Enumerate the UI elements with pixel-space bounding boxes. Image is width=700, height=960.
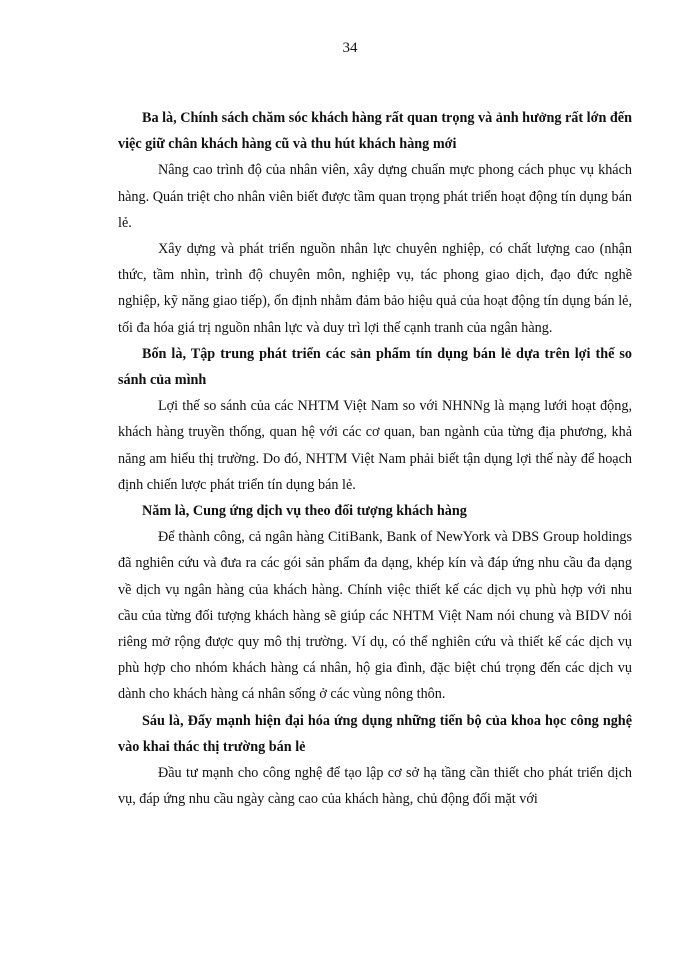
paragraph: Đầu tư mạnh cho công nghệ để tạo lập cơ sở hạ tầng cần thiết cho phát triển dịch vụ, đáp ứng nhu cầu ngày càng cao của khách hàng, chủ động đối mặt với	[118, 765, 632, 808]
paragraph: Nâng cao trình độ của nhân viên, xây dựng chuẩn mực phong cách phục vụ khách hàng. Quán triệt cho nhân viên biết được tầm quan trọng phát triển hoạt động tín dụng bán lẻ.	[118, 162, 632, 231]
paragraph: Lợi thế so sánh của các NHTM Việt Nam so với NHNNg là mạng lưới hoạt động, khách hàng truyền thống, quan hệ với các cơ quan, ban ngành của từng địa phương, khả năng am hiểu thị trường. Do đó, NHTM Việt Nam phải biết tận dụng lợi thế này để hoạch định chiến lược phát triển tín dụng bán lẻ.	[118, 398, 632, 493]
section-heading-sau-la: Sáu là, Đẩy mạnh hiện đại hóa ứng dụng những tiến bộ của khoa học công nghệ vào khai thác thị trường bán lẻ	[118, 712, 632, 755]
paragraph: Xây dựng và phát triển nguồn nhân lực chuyên nghiệp, có chất lượng cao (nhận thức, tầm nhìn, trình độ chuyên môn, nghiệp vụ, tác phong giao dịch, đạo đức nghề nghiệp, kỹ năng giao tiếp), ổn định nhằm đảm bảo hiệu quả của hoạt động tín dụng bán lẻ, tối đa hóa giá trị nguồn nhân lực và duy trì lợi thế cạnh tranh của ngân hàng.	[118, 241, 632, 336]
page-body	[118, 105, 632, 812]
section-heading-bon-la: Bốn là, Tập trung phát triển các sản phẩm tín dụng bán lẻ dựa trên lợi thế so sánh của mình	[118, 345, 632, 389]
section-heading-ba-la: Ba là, Chính sách chăm sóc khách hàng rất quan trọng và ảnh hưởng rất lớn đến việc giữ chân khách hàng cũ và thu hút khách hàng mới	[118, 110, 632, 153]
paragraph: Để thành công, cả ngân hàng CitiBank, Bank of NewYork và DBS Group holdings đã nghiên cứu và đưa ra các gói sản phẩm đa dạng, khép kín và đáp ứng nhu cầu đa dạng về dịch vụ ngân hàng của khách hàng. Chính việc thiết kế các dịch vụ phù hợp với nhu cầu của từng đối tượng khách hàng sẽ giúp các NHTM Việt Nam nói chung và BIDV nói riêng mở rộng được quy mô thị trường. Ví dụ, có thể nghiên cứu và thiết kế các dịch vụ phù hợp cho nhóm khách hàng cá nhân, hộ gia đình, đặc biệt chú trọng đến các dịch vụ dành cho khách hàng cá nhân sống ở các vùng nông thôn.	[118, 529, 632, 703]
section-heading-nam-la: Năm là, Cung ứng dịch vụ theo đối tượng khách hàng	[142, 503, 467, 520]
page-number: 34	[342, 40, 358, 56]
